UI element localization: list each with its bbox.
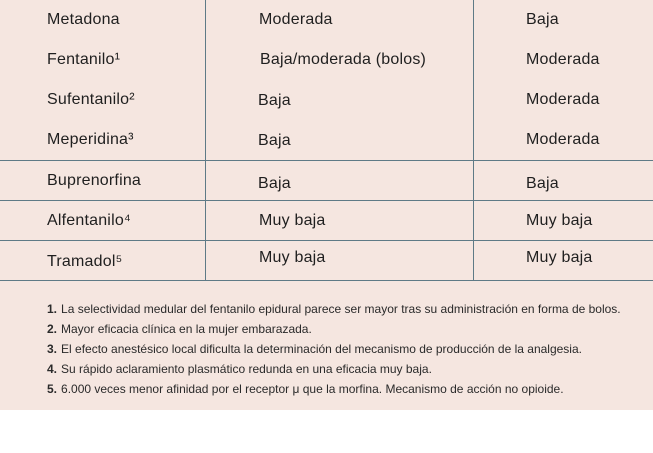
drug-name-cell: Alfentanilo⁴ xyxy=(47,212,131,229)
footnote xyxy=(47,339,647,359)
footnote-number: 3. xyxy=(47,342,58,356)
table-cell: Baja/moderada (bolos) xyxy=(260,51,427,68)
footnote-number: 4. xyxy=(47,362,58,376)
drug-name-cell: Tramadol⁵ xyxy=(47,253,123,270)
footnote-text: El efecto anestésico local dificulta la determinación del mecanismo de producción de la analgesia. xyxy=(61,342,582,356)
drug-name-cell: Buprenorfina xyxy=(47,172,142,189)
row-divider xyxy=(0,200,653,201)
column-divider-2 xyxy=(473,0,474,281)
footnote-number: 1. xyxy=(47,302,58,316)
table-cell: Baja xyxy=(258,132,291,149)
footnote-text: La selectividad medular del fentanilo epidural parece ser mayor tras su administración en forma de bolos. xyxy=(61,302,621,316)
footnote xyxy=(47,299,647,319)
table-cell: Baja xyxy=(526,175,559,192)
table-cell: Moderada xyxy=(526,91,600,108)
footnote-text: Mayor eficacia clínica en la mujer embarazada. xyxy=(61,322,312,336)
footnote-number: 5. xyxy=(47,382,58,396)
footnote-number: 2. xyxy=(47,322,58,336)
footnote xyxy=(47,319,647,339)
table-cell: Baja xyxy=(258,92,291,109)
footnote xyxy=(47,359,647,379)
footnote xyxy=(47,379,647,399)
drug-name-cell: Meperidina³ xyxy=(47,131,134,148)
table-cell: Baja xyxy=(526,11,559,28)
table-cell: Moderada xyxy=(526,131,600,148)
drug-name-cell: Fentanilo¹ xyxy=(47,51,121,68)
table-cell: Muy baja xyxy=(259,212,326,229)
row-divider xyxy=(0,240,653,241)
table-cell: Muy baja xyxy=(259,249,326,266)
table-cell: Baja xyxy=(258,175,291,192)
table-cell: Muy baja xyxy=(526,212,593,229)
footnotes xyxy=(47,299,647,399)
drug-name-cell: Metadona xyxy=(47,11,120,28)
table-cell: Muy baja xyxy=(526,249,593,266)
drug-name-cell: Sufentanilo² xyxy=(47,91,135,108)
table-cell: Moderada xyxy=(526,51,600,68)
footnote-text: 6.000 veces menor afinidad por el receptor μ que la morfina. Mecanismo de acción no opioide. xyxy=(61,382,564,396)
row-divider xyxy=(0,160,653,161)
footnote-text: Su rápido aclaramiento plasmático redunda en una eficacia muy baja. xyxy=(61,362,432,376)
column-divider-1 xyxy=(205,0,206,281)
table-bottom-border xyxy=(0,280,653,281)
table-cell: Moderada xyxy=(259,11,333,28)
